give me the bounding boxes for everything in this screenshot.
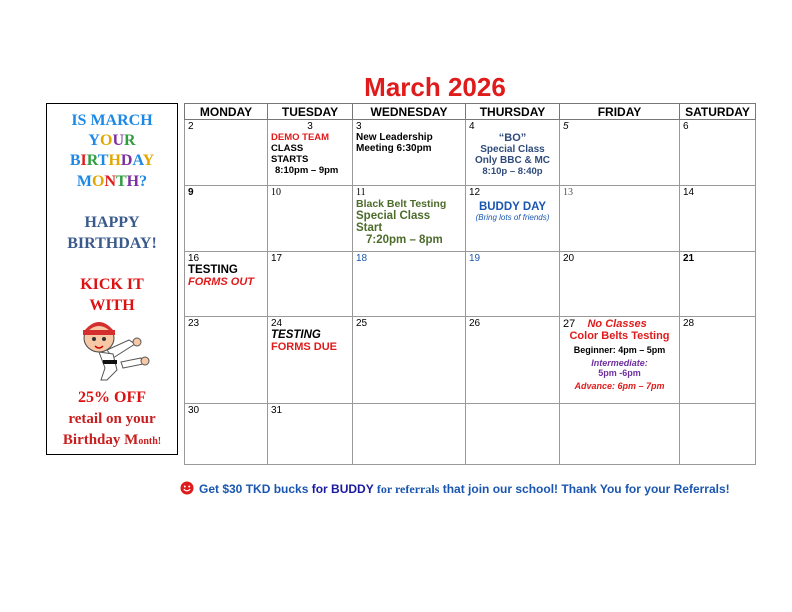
day-number: 4 [469, 121, 475, 132]
day-cell [560, 186, 680, 252]
day-number: 12 [469, 187, 481, 198]
day-cell [353, 186, 466, 252]
event-text: Only BBC & MC [475, 155, 550, 166]
week-row-2 [185, 186, 756, 252]
day-cell [680, 120, 756, 186]
event-text: CLASS [271, 143, 304, 154]
calendar-grid [184, 103, 756, 465]
day-number: 27 [563, 318, 576, 330]
event-text: STARTS [271, 154, 309, 165]
day-cell [185, 120, 268, 186]
event-text: Special Class [356, 210, 431, 222]
day-number: 26 [469, 318, 481, 329]
event-text: Advance: 6pm – 7pm [574, 381, 665, 391]
week-row-3 [185, 252, 756, 317]
day-cell [185, 404, 268, 465]
promo-line-2: YOUR [88, 132, 136, 149]
event-text: FORMS DUE [271, 341, 337, 353]
footer-text: Get $30 TKD bucks [199, 482, 309, 496]
day-cell [466, 252, 560, 317]
footer-text: for BUDDY [311, 482, 374, 496]
day-number: 10 [271, 187, 281, 198]
day-cell [466, 186, 560, 252]
weekday-header: WEDNESDAY [353, 104, 466, 120]
event-text: 8:10pm – 9pm [275, 165, 339, 176]
weekday-header: MONDAY [185, 104, 268, 120]
day-number: 17 [271, 253, 283, 264]
event-text: TESTING [271, 329, 321, 341]
event-text: BUDDY DAY [478, 201, 547, 213]
karate-kid-icon [77, 318, 151, 384]
referral-footer [180, 481, 740, 497]
event-text: Start [356, 222, 383, 234]
promo-line-1: IS MARCH [71, 112, 153, 129]
day-number: 3 [356, 121, 362, 132]
event-text: New Leadership [356, 132, 433, 143]
event-text: DEMO TEAM [271, 132, 330, 143]
event-text [563, 318, 676, 330]
day-cell [353, 252, 466, 317]
event-text: “BO” [498, 132, 527, 144]
birthday-month-text: Birthday Month! [62, 432, 162, 448]
week-row-4 [185, 317, 756, 404]
event-text: TESTING [188, 264, 238, 276]
event-text: Special Class [480, 144, 545, 155]
day-cell [680, 186, 756, 252]
week-row-5 [185, 404, 756, 465]
happy-line-1: HAPPY [84, 214, 140, 231]
calendar-title: March 2026 [364, 72, 506, 102]
day-cell [268, 120, 353, 186]
day-number: 6 [683, 121, 689, 132]
weekday-header-row [185, 104, 756, 120]
weekday-header: SATURDAY [680, 104, 756, 120]
weekday-header: FRIDAY [560, 104, 680, 120]
day-number: 9 [188, 187, 194, 198]
promo-line-3: BIRTHDAY [69, 152, 155, 169]
day-cell [353, 120, 466, 186]
no-classes-text: No Classes [587, 318, 647, 330]
event-text: Color Belts Testing [569, 330, 670, 342]
day-cell [268, 317, 353, 404]
day-number: 23 [188, 318, 200, 329]
day-cell [185, 252, 268, 317]
day-cell [680, 317, 756, 404]
day-number: 13 [563, 187, 573, 198]
day-number: 19 [469, 253, 481, 264]
day-number: 5 [563, 121, 569, 132]
day-cell [680, 404, 756, 465]
day-number: 16 [188, 253, 200, 264]
day-cell [268, 186, 353, 252]
birthday-promo-box [46, 103, 178, 455]
kick-line-1: KICK IT [80, 276, 144, 293]
retail-text: retail on your [68, 411, 156, 427]
event-text: Beginner: 4pm – 5pm [573, 345, 666, 355]
weekday-header: TUESDAY [268, 104, 353, 120]
day-cell [466, 404, 560, 465]
day-number: 21 [683, 253, 695, 264]
day-cell [560, 317, 680, 404]
day-number: 31 [271, 405, 283, 416]
offer-text: 25% OFF [78, 389, 146, 406]
day-cell [466, 120, 560, 186]
kick-line-2: WITH [89, 297, 135, 314]
event-text: Black Belt Testing [356, 198, 447, 210]
day-number: 3 [307, 121, 313, 132]
day-cell [353, 317, 466, 404]
day-cell [268, 252, 353, 317]
day-number: 24 [271, 318, 283, 329]
day-cell [680, 252, 756, 317]
day-number: 25 [356, 318, 368, 329]
day-number: 28 [683, 318, 695, 329]
event-text: Intermediate: [591, 358, 648, 368]
smiley-icon [180, 481, 194, 495]
day-cell [560, 120, 680, 186]
day-cell [185, 317, 268, 404]
weekday-header: THURSDAY [466, 104, 560, 120]
day-cell [185, 186, 268, 252]
event-text: (Bring lots of friends) [475, 213, 550, 222]
event-text: Meeting 6:30pm [356, 143, 432, 154]
promo-line-4: MONTH? [76, 173, 148, 190]
day-number: 14 [683, 187, 695, 198]
event-text: 5pm -6pm [598, 368, 641, 378]
day-cell [268, 404, 353, 465]
event-text: 8:10p – 8:40p [482, 166, 543, 177]
week-row-1 [185, 120, 756, 186]
day-number: 20 [563, 253, 575, 264]
footer-text: that join our school! Thank You for your Referrals! [442, 482, 730, 496]
happy-line-2: BIRTHDAY! [67, 235, 157, 252]
day-number: 2 [188, 121, 194, 132]
footer-text: for referrals [376, 482, 440, 496]
day-cell [466, 317, 560, 404]
day-number: 11 [356, 187, 366, 198]
event-text: FORMS OUT [188, 276, 254, 288]
day-cell [560, 404, 680, 465]
day-number: 30 [188, 405, 200, 416]
day-number: 18 [356, 253, 368, 264]
event-text: 7:20pm – 8pm [366, 234, 443, 246]
day-cell [353, 404, 466, 465]
day-cell [560, 252, 680, 317]
